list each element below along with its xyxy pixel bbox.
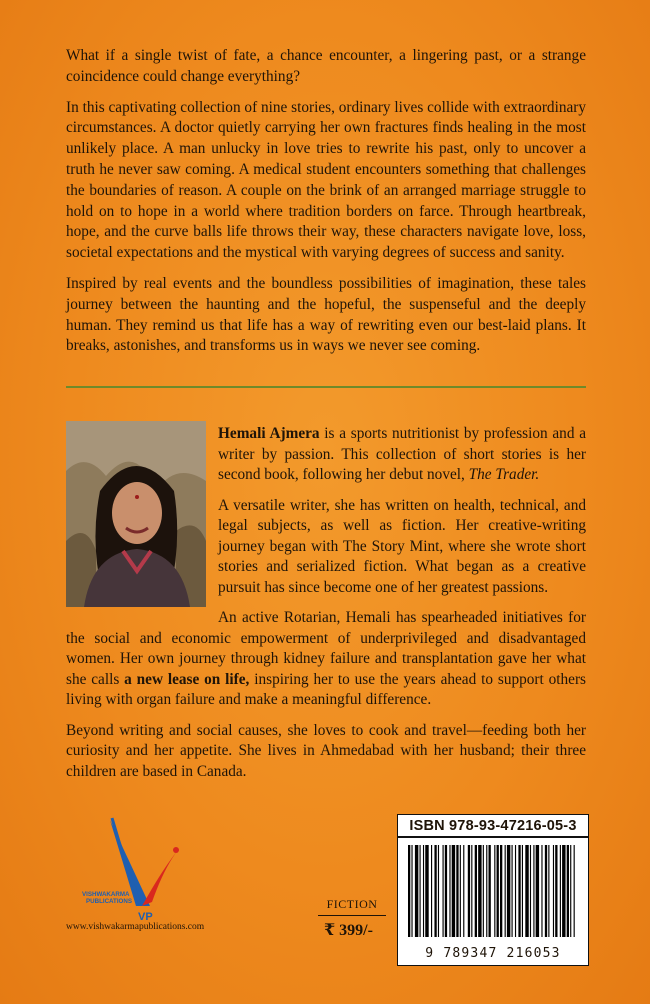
barcode-bar xyxy=(423,845,424,937)
barcode-bar xyxy=(471,845,472,937)
barcode-bar xyxy=(553,845,554,937)
barcode-bar xyxy=(570,845,571,937)
blurb-paragraph-2: In this captivating collection of nine stories, ordinary lives collide with extraordinary circumstances. A doctor quietly carrying her own fractures finds healing in the most unlikely place. A man unlucky in love tries to rewrite his past, only to uncover a truth he never saw coming. A medical student encounters something that challenges the boundaries of reason. A couple on the brink of an arranged marriage struggle to hold on to hope in a world where tradition borders on farce. Through heartbreak, hope, and the curve balls life throws their way, these characters navigate love, loss, societal expectations and the mystical with varying degrees of success and sanity. xyxy=(66,98,586,262)
barcode xyxy=(406,845,580,937)
barcode-bar xyxy=(425,845,428,937)
barcode-bar xyxy=(494,845,495,937)
barcode-bar xyxy=(530,845,531,937)
barcode-bar xyxy=(560,845,561,937)
blurb-paragraph-3: Inspired by real events and the boundless possibilities of imagination, these tales journey between the haunting and the hopeful, the suspenseful and the deeply human. They remind us that life has a way of rewriting even our best-laid plans. It breaks, astonishes, and transforms us in ways we never see coming. xyxy=(66,274,586,355)
author-bio xyxy=(66,424,586,792)
photo-spacer xyxy=(66,424,218,610)
barcode-bar xyxy=(541,845,542,937)
barcode-bar xyxy=(431,845,432,937)
bio-p3-text-a: An active Rotarian, Hemali has spearheaded initiatives for the social and economic empowerment of underprivileged and disadvantaged women. Her own journey through kidney failure and transplantation gave her what she calls xyxy=(66,609,586,688)
barcode-bar xyxy=(460,845,461,937)
barcode-bar xyxy=(533,845,534,937)
debut-novel-title: The Trader. xyxy=(468,466,540,483)
barcode-bar xyxy=(456,845,458,937)
publisher-name-line2: PUBLICATIONS xyxy=(86,898,132,905)
barcode-bar xyxy=(497,845,499,937)
barcode-bar xyxy=(452,845,455,937)
author-name: Hemali Ajmera xyxy=(218,425,320,442)
bio-paragraph-3 xyxy=(66,608,586,711)
barcode-bar xyxy=(486,845,487,937)
barcode-bar xyxy=(548,845,549,937)
barcode-bar xyxy=(434,845,436,937)
barcode-bar xyxy=(522,845,523,937)
blurb-paragraph-1: What if a single twist of fate, a chance encounter, a lingering past, or a strange coincidence could change everything? xyxy=(66,47,586,85)
barcode-bar xyxy=(512,845,513,937)
barcode-bar xyxy=(515,845,516,937)
barcode-bar xyxy=(408,845,410,937)
bio-emphasis: a new lease on life, xyxy=(124,670,250,688)
blurb xyxy=(66,46,586,367)
barcode-bar xyxy=(411,845,412,937)
barcode-bar xyxy=(567,845,569,937)
barcode-bar xyxy=(463,845,464,937)
bio-paragraph-2: A versatile writer, she has written on health, technical, and legal subjects, as well as fiction. Her creative-writing journey began with The Story Mint, where she wrote short stories and serialized fiction. What began as a creative pursuit has since become one of her greatest passions. xyxy=(218,496,586,596)
barcode-bar xyxy=(449,845,450,937)
barcode-digits: 9 789347 216053 xyxy=(425,946,561,961)
barcode-bar xyxy=(483,845,484,937)
price: ₹ 399/- xyxy=(324,922,373,939)
bio-intro: is a sports nutritionist by profession and a writer by passion. This collection of short stories is her second book, following her debut novel, xyxy=(218,425,586,483)
barcode-bar xyxy=(507,845,510,937)
barcode-bar xyxy=(489,845,491,937)
barcode-bar xyxy=(420,845,421,937)
section-divider xyxy=(66,386,586,388)
publisher-logo xyxy=(72,810,192,930)
barcode-bar xyxy=(438,845,439,937)
publisher-logo-letters: VP xyxy=(138,911,153,923)
barcode-bar xyxy=(518,845,520,937)
barcode-bar xyxy=(545,845,547,937)
barcode-bar xyxy=(475,845,477,937)
publisher-name-line1: VISHWAKARMA xyxy=(82,891,130,898)
barcode-bar xyxy=(445,845,447,937)
bio-paragraph-4: Beyond writing and social causes, she loves to cook and travel—feeding both her curiosity and her appetite. She lives in Ahmedabad with her husband; their three children are based in Canada. xyxy=(66,721,586,780)
barcode-bar xyxy=(415,845,418,937)
genre-label: FICTION xyxy=(318,897,386,916)
barcode-bar xyxy=(500,845,502,937)
publisher-website: www.vishwakarmapublications.com xyxy=(66,922,205,932)
isbn-label: ISBN 978-93-47216-05-3 xyxy=(398,815,588,838)
barcode-bar xyxy=(555,845,557,937)
barcode-bar xyxy=(525,845,528,937)
bio-p3-text-b: inspiring her to use the years ahead to support others living with organ failure and make a meaningful difference. xyxy=(66,670,586,708)
barcode-bar xyxy=(574,845,575,937)
barcode-bar xyxy=(505,845,506,937)
barcode-bar xyxy=(468,845,470,937)
barcode-bar xyxy=(562,845,565,937)
isbn-box xyxy=(397,814,589,966)
barcode-bar xyxy=(536,845,539,937)
barcode-bar xyxy=(443,845,444,937)
barcode-bar xyxy=(478,845,481,937)
